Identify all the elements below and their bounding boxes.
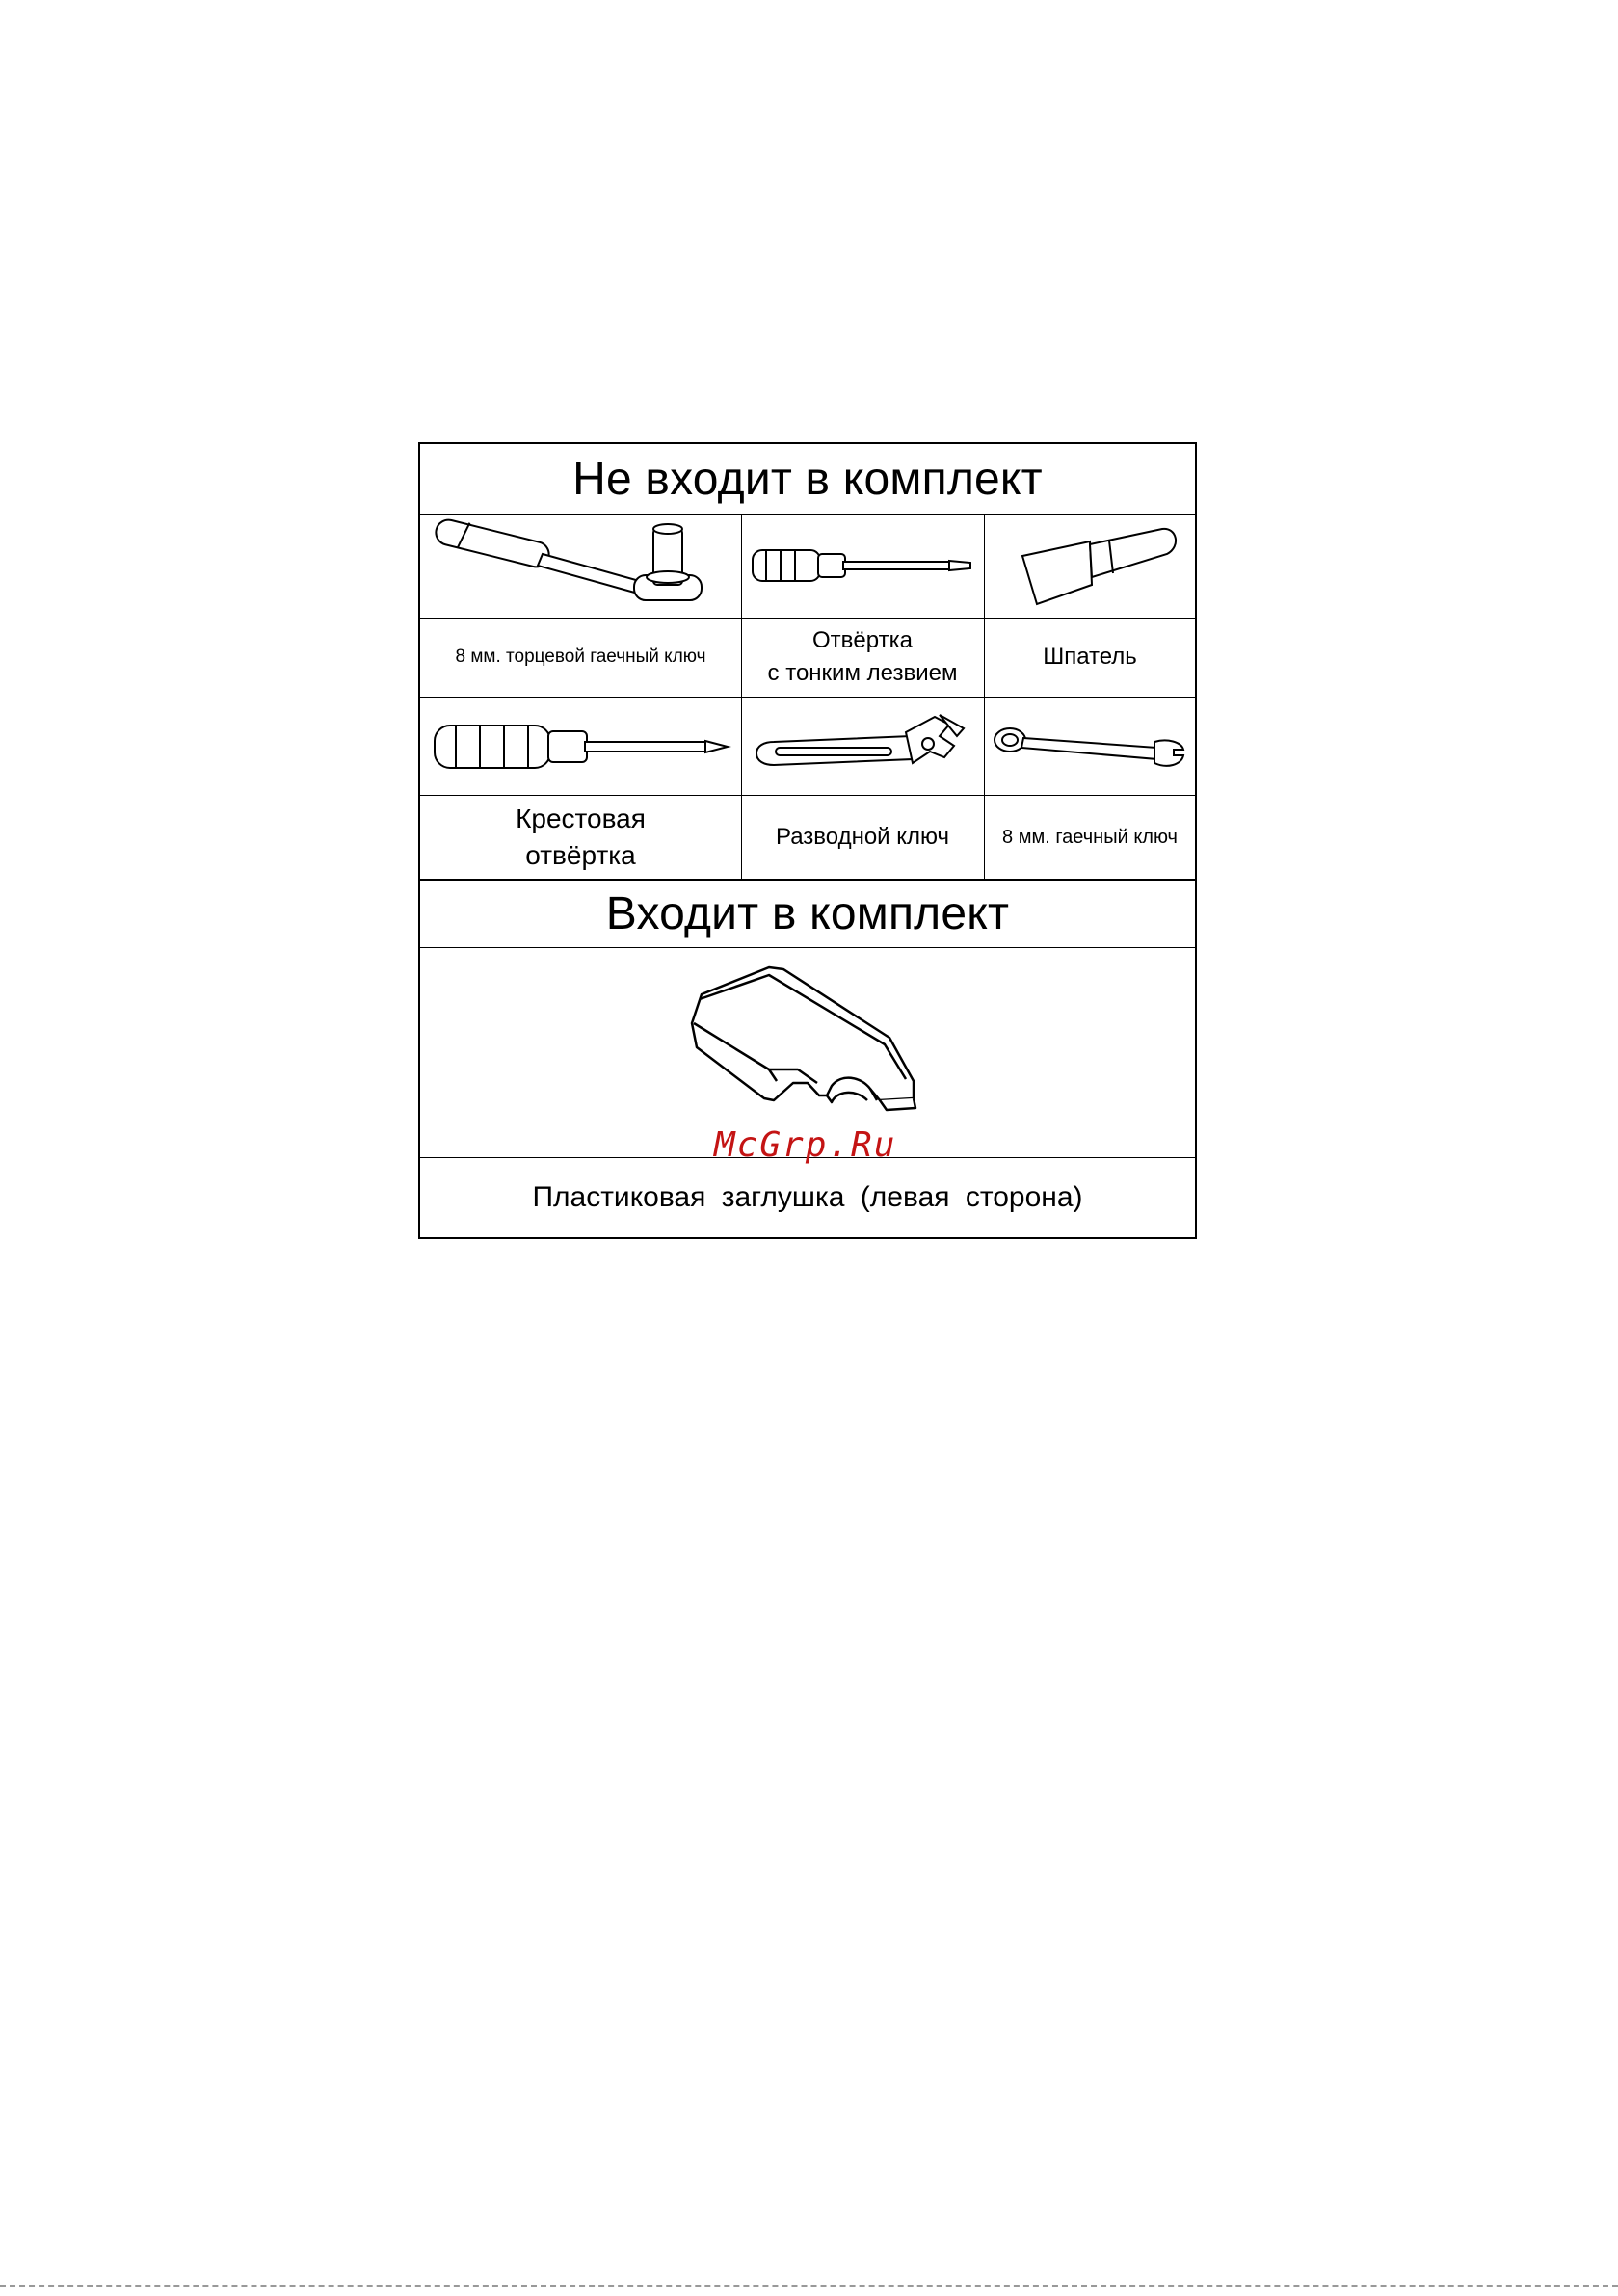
tool-label-adjustable-wrench: Разводной ключ — [775, 824, 950, 851]
included-item-label: Пластиковая заглушка (левая сторона) — [532, 1180, 1083, 1213]
not-included-header — [420, 444, 1195, 514]
included-header — [420, 880, 1195, 947]
phillips-screwdriver-icon — [427, 712, 735, 779]
watermark: McGrp.Ru — [714, 1125, 897, 1165]
tool-label-flathead-screwdriver: Отвёртка с тонким лезвием — [767, 627, 958, 686]
page-bottom-rule — [0, 2285, 1618, 2287]
tool-image-flathead-screwdriver — [741, 514, 984, 618]
combination-wrench-icon — [989, 717, 1191, 775]
adjustable-wrench-icon — [747, 707, 978, 784]
socket-wrench-icon — [427, 517, 735, 614]
tool-label-combination-wrench: 8 мм. гаечный ключ — [1002, 826, 1178, 848]
plastic-plug-icon — [663, 956, 952, 1148]
tool-image-scraper — [984, 514, 1196, 618]
scraper-icon — [994, 517, 1186, 614]
included-title: Входит в комплект — [605, 887, 1010, 939]
tool-image-adjustable-wrench — [741, 697, 984, 795]
flathead-screwdriver-icon — [747, 537, 978, 594]
tool-image-combination-wrench — [984, 697, 1196, 795]
tool-image-socket-wrench — [420, 514, 741, 618]
tool-label-socket-wrench: 8 мм. торцевой гаечный ключ — [455, 647, 706, 667]
not-included-title: Не входит в комплект — [572, 453, 1043, 505]
parts-table — [418, 442, 1197, 1239]
tool-image-phillips-screwdriver — [420, 697, 741, 795]
tool-label-phillips-screwdriver: Крестовая отвёртка — [516, 804, 646, 870]
tool-label-scraper: Шпатель — [1043, 644, 1137, 671]
